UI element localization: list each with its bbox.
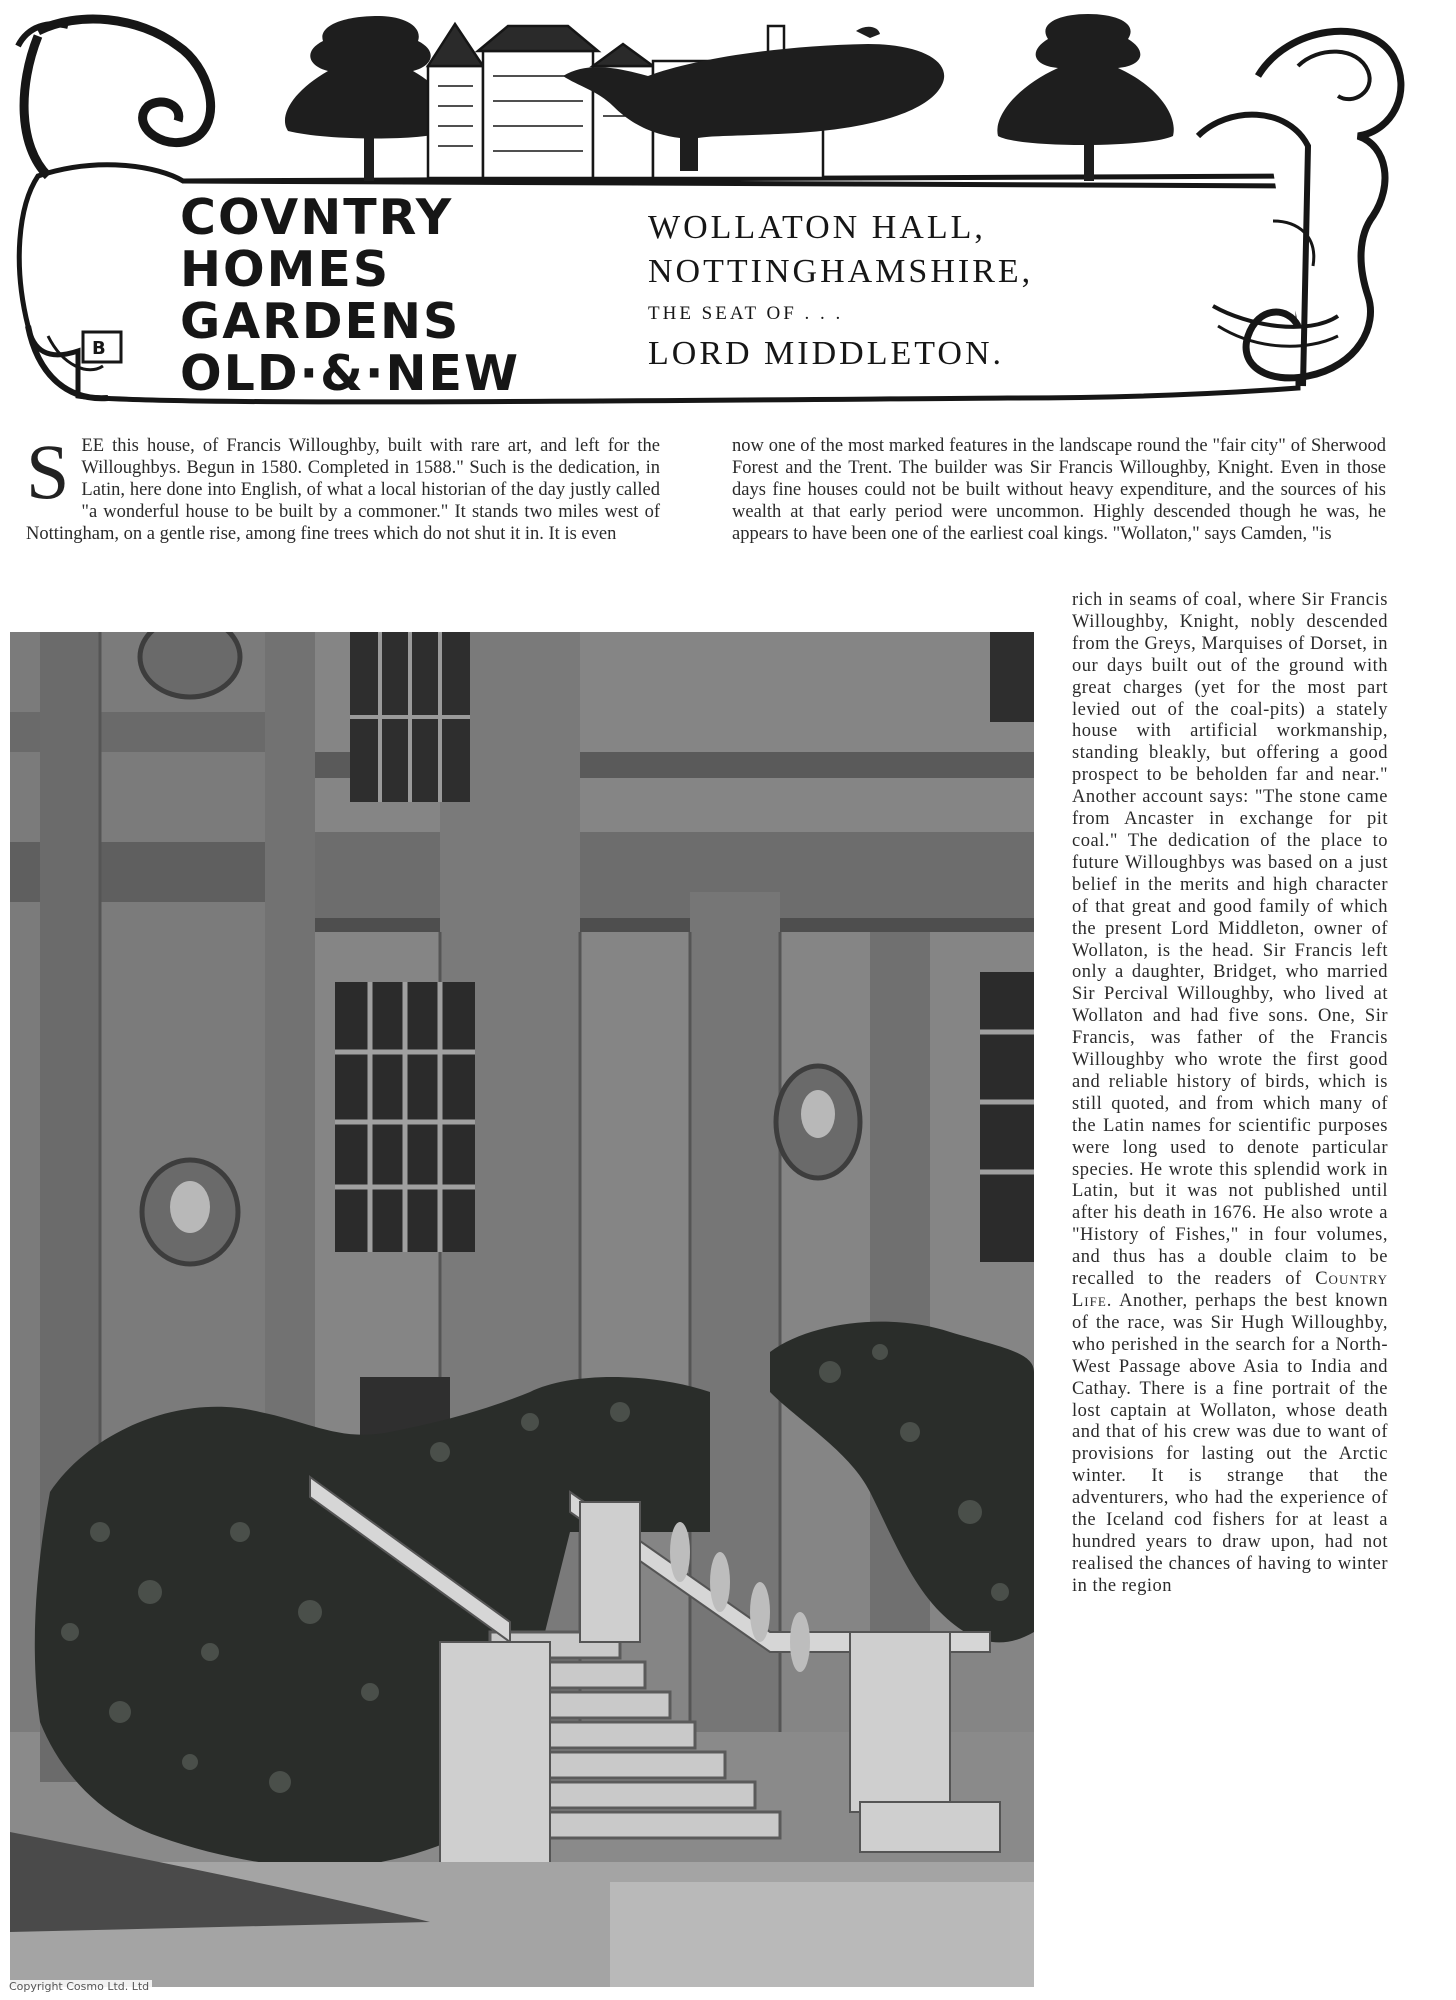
seat-line: THE SEAT OF . . . [648, 303, 844, 324]
article-paragraph: EE this house, of Francis Willoughby, built with rare art, and left for the Willoughbys. Begun in 1580. Completed in 1588." Such is the dedication, in Latin, here done into English, of what a local historian of the day justly called "a wonderful house to be built by a commoner." It stands two miles west of Nottingham, on a gentle rise, among fine trees which do not shut it in. It is even [26, 436, 660, 544]
photograph-wollaton-hall-staircase [10, 632, 1034, 1987]
article-paragraph: rich in seams of coal, where Sir Francis Willoughby, Knight, nobly descended from the Greys, Marquises of Dorset, in our days built out of the ground with great charges (yet for the most part levied out of the coal-pits) a stately house with artificial workmanship, standing bleakly, but offering a good prospect to be beholden far and near." Another account says: "The stone came from Ancaster in exchange for pit coal." The dedication of the place to future Willoughbys was based on a just belief in the merits and high character of that great and good family of which the present Lord Middleton, owner of Wollaton, is the head. Sir Francis left only a daughter, Bridget, who married Sir Percival Willoughby, who lived at Wollaton and had five sons. One, Sir Francis, was father of the Francis Willoughby who wrote the first good and reliable history of birds, which is still quoted, and from which many of the Latin names for scientific purposes were long used to denote particular species. He wrote this splendid work in Latin, but it was not published until after his death in 1676. He also wrote a "History of Fishes," in four volumes, and thus has a double claim to be recalled to the readers of [1072, 590, 1388, 1290]
series-title-line: OLD·&·NEW [180, 345, 521, 402]
series-title-line: COVNTRY [180, 189, 454, 246]
series-title [180, 189, 521, 402]
header-banner [8, 6, 1448, 406]
place-heading [648, 206, 1033, 374]
place-name-line1: WOLLATON HALL, [648, 209, 986, 246]
owner-name: LORD MIDDLETON. [648, 335, 1005, 372]
article-column-1 [26, 428, 660, 546]
photograph-illustration [10, 632, 1034, 1987]
series-title-line: GARDENS [180, 293, 461, 350]
article-column-3 [1072, 590, 1388, 1598]
copyright-notice: Copyright Cosmo Ltd. Ltd [6, 1980, 152, 1993]
article-paragraph: now one of the most marked features in the landscape round the "fair city" of Sherwood Forest and the Trent. The builder was Sir Francis Willoughby, Knight. Even in those days fine houses could not be built without heavy expenditure, and the sources of his wealth at that early period were uncommon. Highly descended though he was, he appears to have been one of the earliest coal kings. "Wollaton," says Camden, "is [732, 436, 1386, 544]
svg-text:B: B [92, 338, 106, 359]
place-name-line2: NOTTINGHAMSHIRE, [648, 253, 1034, 290]
drop-cap: S [26, 428, 70, 515]
publication-name: Country Life. [1072, 1269, 1389, 1311]
article-column-2 [732, 436, 1386, 546]
article-paragraph: Another, perhaps the best known of the race, was Sir Hugh Willoughby, who perished in the search for a North-West Passage above Asia to India and Cathay. There is a fine portrait of the lost captain at Wollaton, whose death and that of his crew was due to want of provisions for lasting out the Arctic winter. It is strange that the adventurers, who had the experience of the Iceland cod fishers for at least a hundred years to draw upon, had not realised the chances of having to winter in the region [1072, 1291, 1388, 1596]
series-title-line: HOMES [180, 241, 391, 298]
